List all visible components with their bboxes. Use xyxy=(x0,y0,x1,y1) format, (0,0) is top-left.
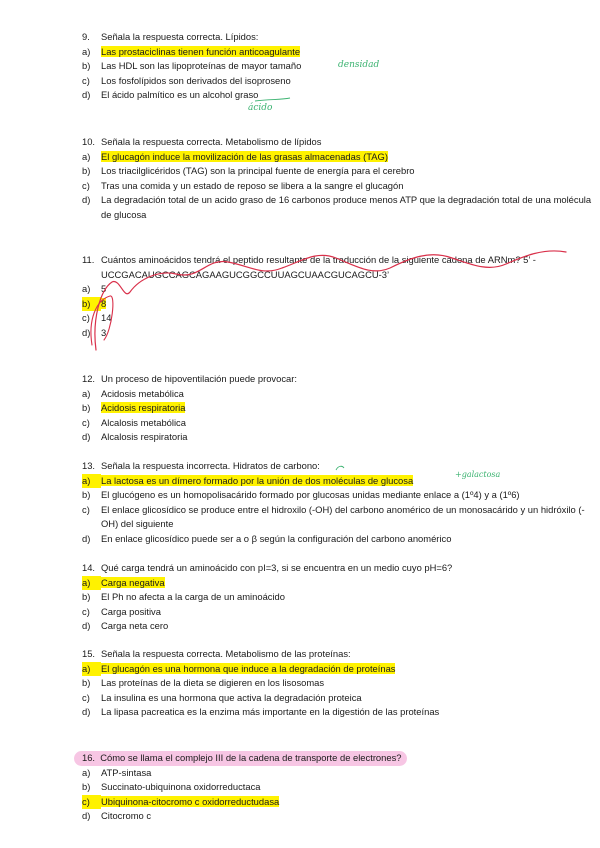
handwritten-note-galactosa: +galactosa xyxy=(455,470,501,479)
option-letter: d) xyxy=(82,326,91,338)
option-letter: d) xyxy=(82,532,91,544)
question-title: Señala la respuesta correcta. Metabolismo de las proteínas: xyxy=(101,648,351,659)
question-13 xyxy=(82,459,592,547)
option-d xyxy=(82,705,592,720)
option-text-highlighted: Carga negativa xyxy=(101,576,165,588)
option-text: Succinato-ubiquinona oxidorreductaca xyxy=(101,781,261,793)
option-letter: d) xyxy=(82,620,91,632)
handwritten-note-acido: ácido xyxy=(248,103,273,113)
option-text: Tras una comida y un estado de reposo se libera a la sangre el glucagón xyxy=(101,179,404,191)
question-title: Un proceso de hipoventilación puede provocar: xyxy=(101,373,297,384)
option-d xyxy=(82,193,592,222)
option-c xyxy=(82,311,592,326)
option-letter: a) xyxy=(82,387,91,399)
question-10 xyxy=(82,135,592,223)
question-title: Señala la respuesta correcta. Lípidos: xyxy=(101,31,259,42)
option-d xyxy=(82,619,592,634)
option-text: Alcalosis metabólica xyxy=(101,416,186,428)
option-d xyxy=(82,532,592,547)
option-letter: d) xyxy=(82,194,91,206)
option-letter: c) xyxy=(82,691,90,703)
option-b xyxy=(82,401,592,416)
option-b xyxy=(82,297,592,312)
question-title: Cómo se llama el complejo III de la cadena de transporte de electrones? xyxy=(100,752,402,763)
option-b xyxy=(82,590,592,605)
option-text-highlighted: La lactosa es un dímero formado por la unión de dos moléculas de glucosa xyxy=(101,474,414,486)
option-letter: c) xyxy=(82,74,90,86)
option-d xyxy=(82,88,592,103)
option-text: Los fosfolípidos son derivados del isoproseno xyxy=(101,74,291,86)
question-title: Cuántos aminoácidos tendrá el peptido resultante de la traducción de la siguiente cadena de ARNm? 5’ - UCCGACAUGCCAGCAGAAGUCGGCCUUAGCUAACGUCAGCU-3’ xyxy=(101,254,536,280)
option-a xyxy=(82,766,592,781)
option-a xyxy=(82,662,592,677)
option-c xyxy=(82,179,592,194)
question-14 xyxy=(82,561,592,634)
option-letter: b) xyxy=(82,489,91,501)
option-text: Citocromo c xyxy=(101,810,152,822)
option-b xyxy=(82,488,592,503)
question-12 xyxy=(82,372,592,445)
option-text: ATP-sintasa xyxy=(101,766,152,778)
option-b xyxy=(82,780,592,795)
option-text: Los triacilglicéridos (TAG) son la principal fuente de energía para el cerebro xyxy=(101,165,415,177)
question-title: Señala la respuesta incorrecta. Hidratos de carbono: xyxy=(101,460,320,471)
option-a xyxy=(82,474,592,489)
option-a xyxy=(82,576,592,591)
option-letter: c) xyxy=(82,503,90,515)
option-letter: d) xyxy=(82,431,91,443)
option-text-highlighted: El glucagón induce la movilización de las grasas almacenadas (TAG) xyxy=(101,150,388,162)
option-letter: b) xyxy=(82,60,91,72)
option-letter: c) xyxy=(82,312,90,324)
option-b xyxy=(82,676,592,691)
option-text: Las proteínas de la dieta se digieren en los lisosomas xyxy=(101,677,325,689)
option-d xyxy=(82,430,592,445)
question-title: Qué carga tendrá un aminoácido con pI=3, si se encuentra en un medio cuyo pH=6? xyxy=(101,562,453,573)
option-c xyxy=(82,416,592,431)
option-text: Alcalosis respiratoria xyxy=(101,431,188,443)
option-text-highlighted: 8 xyxy=(101,297,107,309)
option-text: 5 xyxy=(101,283,107,295)
question-number: 10. xyxy=(82,136,96,147)
option-letter: b) xyxy=(82,677,91,689)
option-text: 3 xyxy=(101,326,107,338)
option-letter: d) xyxy=(82,89,91,101)
option-c xyxy=(82,795,592,810)
option-letter: a) xyxy=(82,766,91,778)
option-letter: a) xyxy=(82,662,101,677)
option-letter: b) xyxy=(82,297,101,312)
option-text-highlighted: El glucagón es una hormona que induce a la degradación de proteínas xyxy=(101,662,396,674)
option-text: El glucógeno es un homopolisacárido formado por glucosas unidas mediante enlace a (1º4) y a (1º6) xyxy=(101,489,520,501)
question-11 xyxy=(82,253,592,341)
option-text: El enlace glicosídico se produce entre el hidroxilo (-OH) del carbono anomérico de un monosacárido y un hidróxilo (-OH) del siguiente xyxy=(101,503,585,530)
option-text-highlighted: Las prostaciclinas tienen función anticoagulante xyxy=(101,45,301,57)
option-a xyxy=(82,387,592,402)
question-16 xyxy=(82,751,592,824)
option-text: La lipasa pacreatica es la enzima más importante en la digestión de las proteínas xyxy=(101,706,440,718)
option-d xyxy=(82,809,592,824)
option-text: Acidosis metabólica xyxy=(101,387,184,399)
question-number: 16. xyxy=(82,752,96,763)
option-text: Las HDL son las lipoproteínas de mayor tamaño xyxy=(101,60,302,72)
option-text: El ácido palmítico es un alcohol graso xyxy=(101,89,259,101)
option-text: La insulina es una hormona que activa la degradación proteica xyxy=(101,691,362,703)
option-letter: d) xyxy=(82,706,91,718)
option-letter: c) xyxy=(82,179,90,191)
option-a xyxy=(82,282,592,297)
question-number: 13. xyxy=(82,460,96,471)
question-9 xyxy=(82,30,592,103)
option-text-highlighted: Ubiquinona-citocromo c oxidorreductudasa xyxy=(101,795,280,807)
option-letter: a) xyxy=(82,576,101,591)
option-letter: a) xyxy=(82,150,91,162)
option-a xyxy=(82,45,592,60)
option-letter: a) xyxy=(82,45,91,57)
question-number: 15. xyxy=(82,648,96,659)
option-letter: b) xyxy=(82,591,91,603)
option-c xyxy=(82,503,592,532)
question-title-highlighted xyxy=(74,751,407,766)
option-b xyxy=(82,59,592,74)
option-d xyxy=(82,326,592,341)
option-letter: c) xyxy=(82,416,90,428)
option-b xyxy=(82,164,592,179)
option-letter: a) xyxy=(82,283,91,295)
question-number: 12. xyxy=(82,373,96,384)
option-letter: c) xyxy=(82,605,90,617)
question-15 xyxy=(82,647,592,720)
option-text: En enlace glicosídico puede ser a o β según la configuración del carbono anomérico xyxy=(101,532,452,544)
option-letter: b) xyxy=(82,402,91,414)
option-text: 14 xyxy=(101,312,112,324)
option-text: El Ph no afecta a la carga de un aminoácido xyxy=(101,591,285,603)
question-number: 14. xyxy=(82,562,96,573)
option-text-highlighted: Acidosis respiratoria xyxy=(101,402,186,414)
option-c xyxy=(82,691,592,706)
option-letter: b) xyxy=(82,165,91,177)
option-letter: c) xyxy=(82,795,101,810)
option-text: Carga positiva xyxy=(101,605,161,617)
question-number: 11. xyxy=(82,254,95,265)
handwritten-note-densidad: densidad xyxy=(338,60,380,70)
option-letter: b) xyxy=(82,781,91,793)
option-c xyxy=(82,605,592,620)
option-a xyxy=(82,150,592,165)
option-letter: a) xyxy=(82,474,101,489)
option-text: La degradación total de un acido graso de 16 carbonos produce menos ATP que la degradación total de una molécula de glucosa xyxy=(101,194,592,220)
option-text: Carga neta cero xyxy=(101,620,169,632)
question-number: 9. xyxy=(82,31,90,42)
option-letter: d) xyxy=(82,810,91,822)
option-c xyxy=(82,74,592,89)
question-title: Señala la respuesta correcta. Metabolismo de lípidos xyxy=(101,136,322,147)
